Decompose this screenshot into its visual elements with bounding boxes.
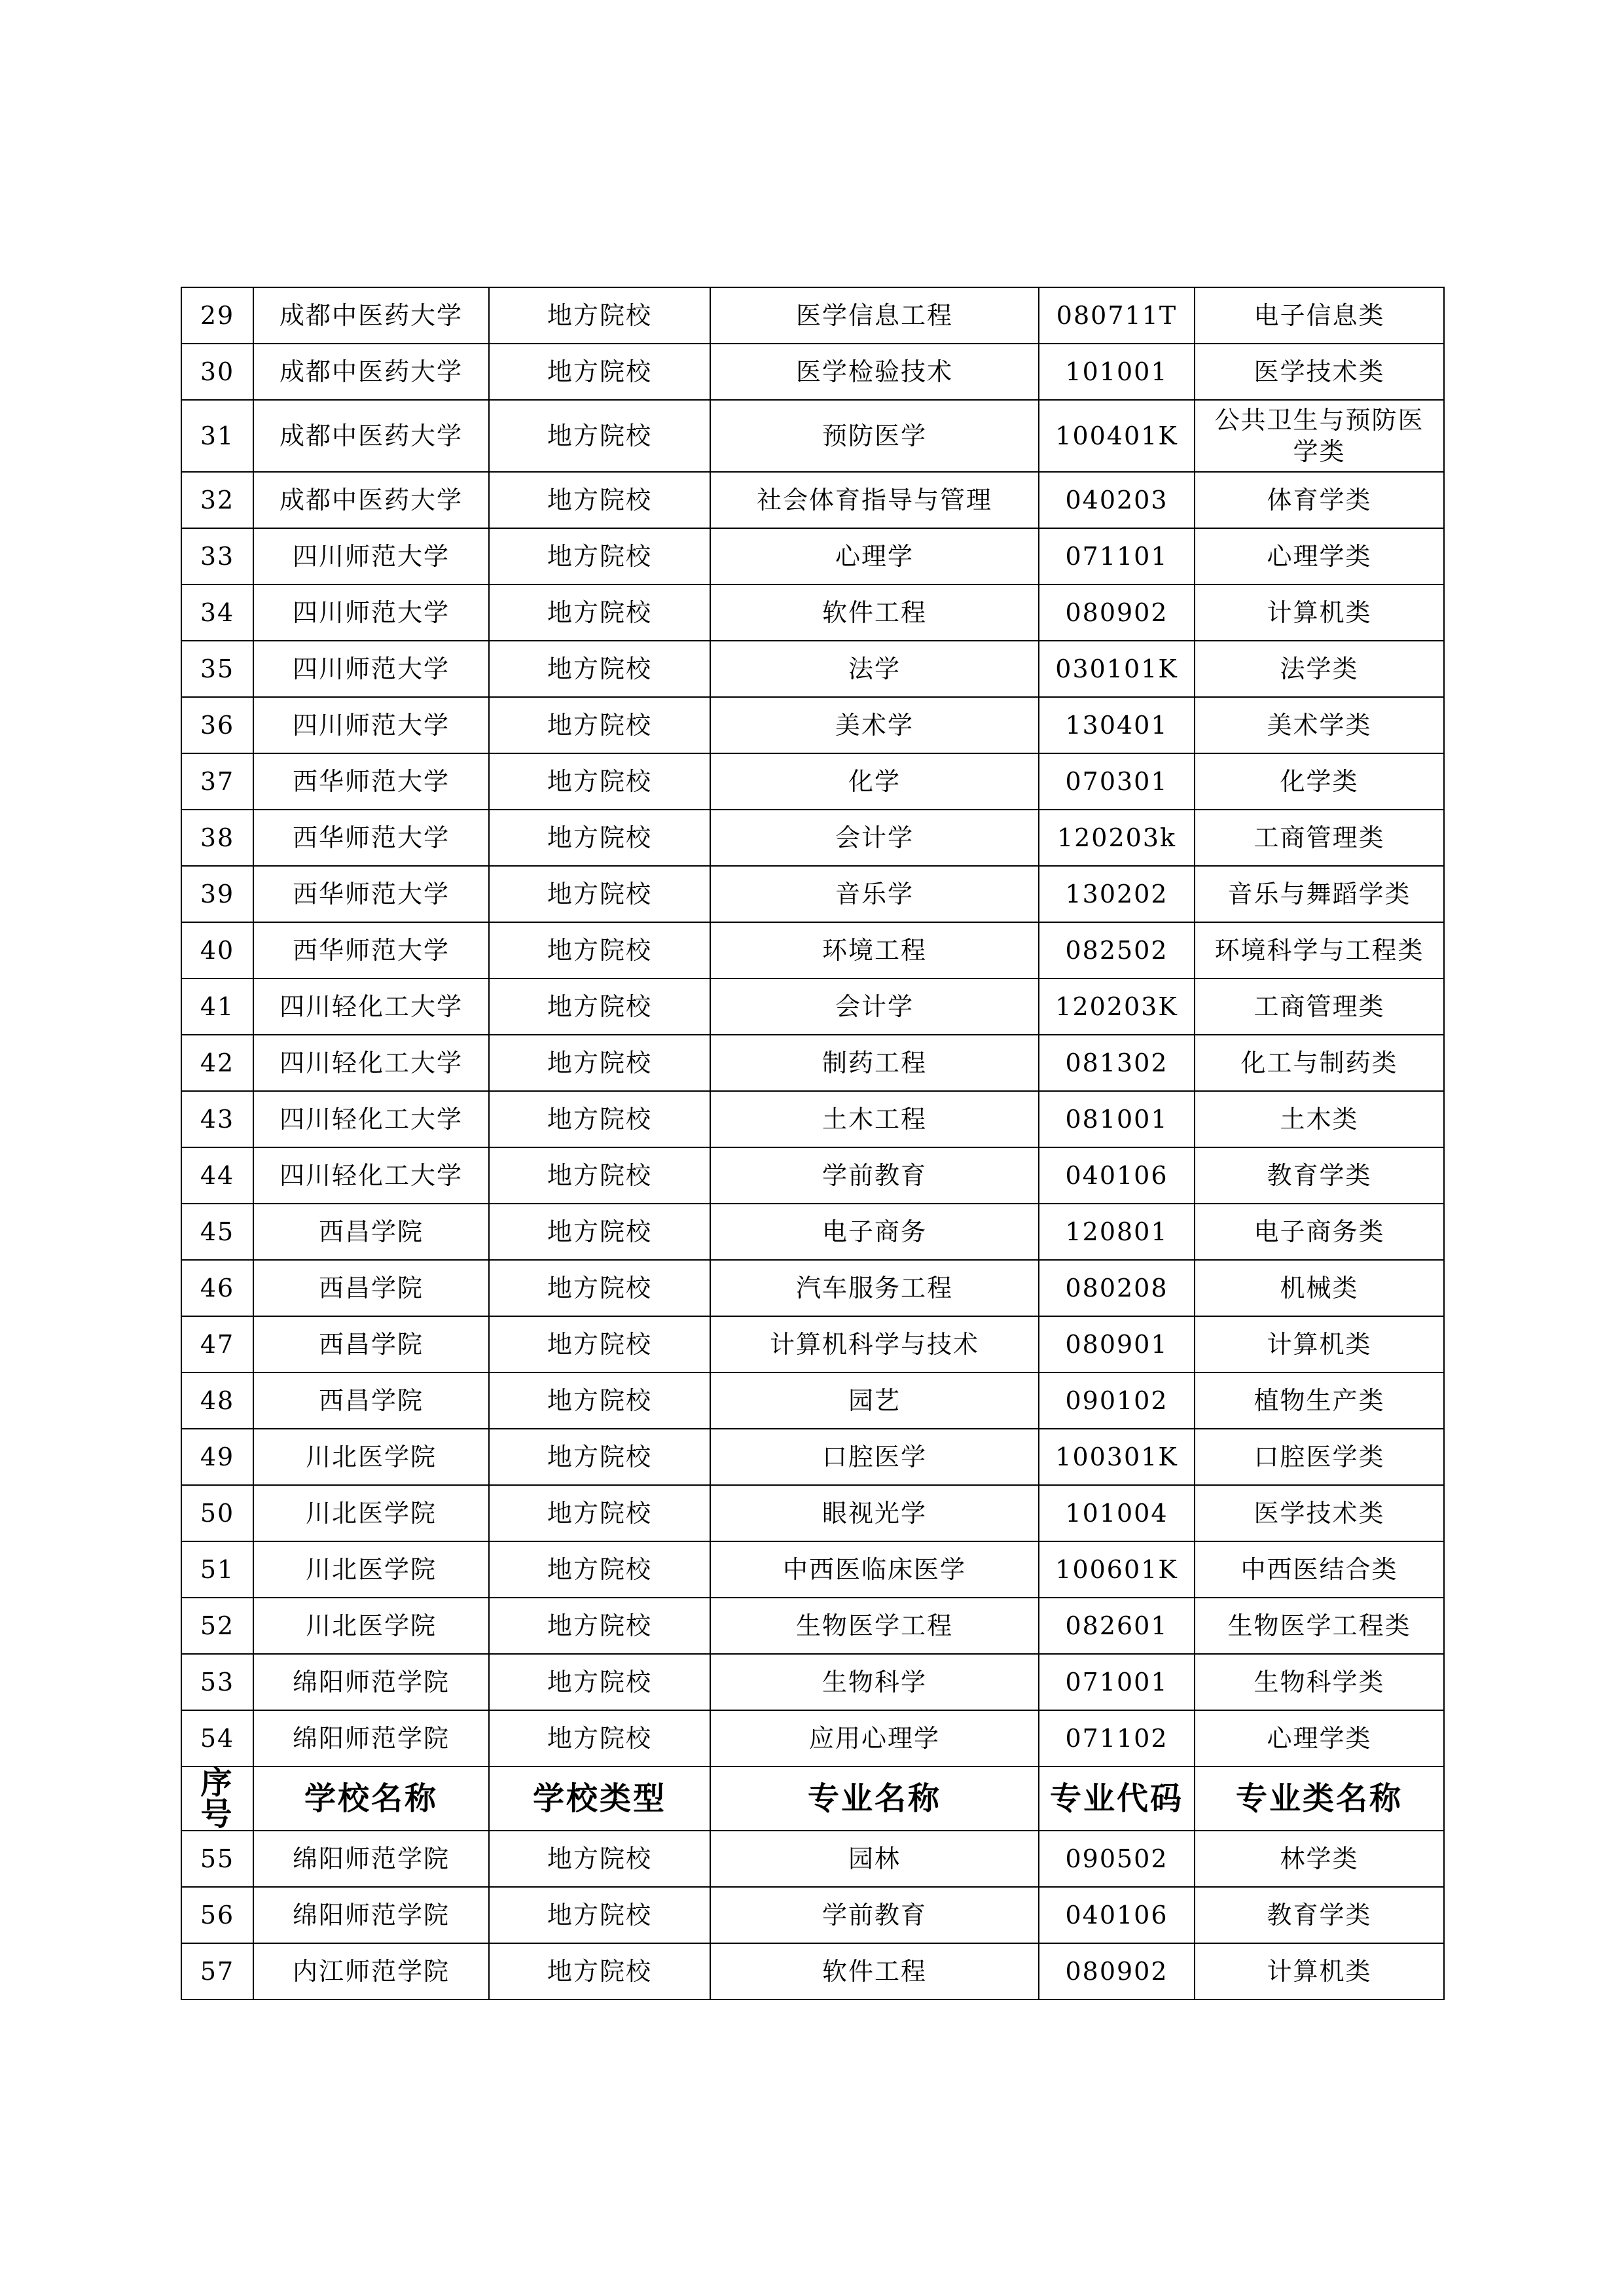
cell-category-name: 化学类: [1195, 753, 1444, 810]
cell-index: 34: [181, 584, 253, 641]
cell-major-name: 中西医临床医学: [710, 1541, 1039, 1598]
cell-school-name: 川北医学院: [253, 1541, 489, 1598]
cell-index: 56: [181, 1887, 253, 1943]
cell-school-name: 四川轻化工大学: [253, 1147, 489, 1204]
cell-school-type: 地方院校: [489, 400, 710, 472]
cell-school-type: 地方院校: [489, 1887, 710, 1943]
cell-school-name: 成都中医药大学: [253, 400, 489, 472]
cell-school-name: 四川师范大学: [253, 584, 489, 641]
cell-major-name: 预防医学: [710, 400, 1039, 472]
table-row: [181, 1943, 1444, 2000]
header-category-name: 专业类名称: [1195, 1767, 1444, 1831]
table-row: [181, 1541, 1444, 1598]
cell-major-name: 医学信息工程: [710, 287, 1039, 344]
cell-category-name: 医学技术类: [1195, 1485, 1444, 1541]
table-row: [181, 810, 1444, 866]
table-body-before-header: [181, 287, 1444, 1767]
table-row: [181, 1485, 1444, 1541]
cell-major-code: 090502: [1039, 1831, 1195, 1887]
cell-major-name: 医学检验技术: [710, 344, 1039, 400]
cell-school-type: 地方院校: [489, 287, 710, 344]
cell-category-name: 电子商务类: [1195, 1204, 1444, 1260]
header-major-name: 专业名称: [710, 1767, 1039, 1831]
header-school-type: 学校类型: [489, 1767, 710, 1831]
cell-index: 31: [181, 400, 253, 472]
table-row: [181, 922, 1444, 978]
cell-major-name: 电子商务: [710, 1204, 1039, 1260]
cell-index: 39: [181, 866, 253, 922]
table-row: [181, 1429, 1444, 1485]
cell-index: 30: [181, 344, 253, 400]
cell-school-type: 地方院校: [489, 1147, 710, 1204]
table-row: [181, 1204, 1444, 1260]
cell-category-name: 计算机类: [1195, 1943, 1444, 2000]
cell-major-name: 音乐学: [710, 866, 1039, 922]
cell-category-name: 工商管理类: [1195, 978, 1444, 1035]
table-row: [181, 1598, 1444, 1654]
cell-major-code: 090102: [1039, 1372, 1195, 1429]
cell-index: 57: [181, 1943, 253, 2000]
cell-index: 54: [181, 1710, 253, 1767]
cell-school-type: 地方院校: [489, 1710, 710, 1767]
cell-school-name: 川北医学院: [253, 1598, 489, 1654]
cell-school-name: 川北医学院: [253, 1485, 489, 1541]
cell-category-name: 化工与制药类: [1195, 1035, 1444, 1091]
cell-school-type: 地方院校: [489, 1091, 710, 1147]
cell-category-name: 电子信息类: [1195, 287, 1444, 344]
cell-index: 40: [181, 922, 253, 978]
cell-major-code: 030101K: [1039, 641, 1195, 697]
cell-school-type: 地方院校: [489, 584, 710, 641]
cell-category-name: 生物科学类: [1195, 1654, 1444, 1710]
cell-index: 42: [181, 1035, 253, 1091]
cell-school-type: 地方院校: [489, 344, 710, 400]
cell-school-type: 地方院校: [489, 697, 710, 753]
cell-index: 35: [181, 641, 253, 697]
cell-major-code: 130202: [1039, 866, 1195, 922]
cell-school-name: 四川轻化工大学: [253, 1035, 489, 1091]
cell-major-name: 美术学: [710, 697, 1039, 753]
cell-major-code: 040106: [1039, 1147, 1195, 1204]
cell-major-code: 080902: [1039, 1943, 1195, 2000]
cell-major-code: 101004: [1039, 1485, 1195, 1541]
table-row: [181, 1372, 1444, 1429]
cell-major-name: 化学: [710, 753, 1039, 810]
cell-school-name: 四川轻化工大学: [253, 1091, 489, 1147]
table-body-after-header: [181, 1831, 1444, 2000]
cell-category-name: 计算机类: [1195, 584, 1444, 641]
header-index: 序号: [181, 1767, 253, 1831]
cell-major-name: 土木工程: [710, 1091, 1039, 1147]
table-row: [181, 528, 1444, 584]
cell-school-type: 地方院校: [489, 1372, 710, 1429]
cell-category-name: 医学技术类: [1195, 344, 1444, 400]
cell-major-code: 130401: [1039, 697, 1195, 753]
cell-major-code: 120203K: [1039, 978, 1195, 1035]
cell-major-name: 园林: [710, 1831, 1039, 1887]
cell-school-type: 地方院校: [489, 641, 710, 697]
cell-index: 37: [181, 753, 253, 810]
cell-school-type: 地方院校: [489, 1485, 710, 1541]
cell-index: 55: [181, 1831, 253, 1887]
cell-index: 46: [181, 1260, 253, 1316]
cell-school-name: 四川师范大学: [253, 641, 489, 697]
cell-major-name: 生物医学工程: [710, 1598, 1039, 1654]
cell-major-code: 081001: [1039, 1091, 1195, 1147]
cell-category-name: 教育学类: [1195, 1147, 1444, 1204]
cell-major-name: 软件工程: [710, 1943, 1039, 2000]
cell-category-name: 心理学类: [1195, 528, 1444, 584]
table-row: [181, 472, 1444, 528]
cell-index: 36: [181, 697, 253, 753]
cell-major-name: 学前教育: [710, 1147, 1039, 1204]
cell-school-name: 西昌学院: [253, 1204, 489, 1260]
cell-school-type: 地方院校: [489, 753, 710, 810]
cell-major-code: 040203: [1039, 472, 1195, 528]
cell-major-name: 学前教育: [710, 1887, 1039, 1943]
cell-school-type: 地方院校: [489, 978, 710, 1035]
cell-school-type: 地方院校: [489, 810, 710, 866]
cell-school-name: 绵阳师范学院: [253, 1831, 489, 1887]
cell-school-name: 西昌学院: [253, 1372, 489, 1429]
cell-category-name: 公共卫生与预防医学类: [1195, 400, 1444, 472]
cell-major-name: 社会体育指导与管理: [710, 472, 1039, 528]
table-row: [181, 1091, 1444, 1147]
cell-category-name: 法学类: [1195, 641, 1444, 697]
cell-school-name: 川北医学院: [253, 1429, 489, 1485]
cell-category-name: 工商管理类: [1195, 810, 1444, 866]
cell-major-code: 100301K: [1039, 1429, 1195, 1485]
cell-major-name: 会计学: [710, 978, 1039, 1035]
cell-major-name: 法学: [710, 641, 1039, 697]
cell-school-name: 西昌学院: [253, 1316, 489, 1372]
cell-school-name: 四川轻化工大学: [253, 978, 489, 1035]
cell-school-type: 地方院校: [489, 1831, 710, 1887]
cell-category-name: 心理学类: [1195, 1710, 1444, 1767]
cell-index: 45: [181, 1204, 253, 1260]
cell-major-name: 心理学: [710, 528, 1039, 584]
cell-school-type: 地方院校: [489, 1316, 710, 1372]
cell-school-name: 成都中医药大学: [253, 344, 489, 400]
table-row: [181, 287, 1444, 344]
table-row: [181, 1710, 1444, 1767]
cell-school-name: 成都中医药大学: [253, 472, 489, 528]
table-header-group: [181, 1767, 1444, 1831]
cell-index: 47: [181, 1316, 253, 1372]
cell-major-code: 070301: [1039, 753, 1195, 810]
table-row: [181, 978, 1444, 1035]
cell-school-type: 地方院校: [489, 528, 710, 584]
cell-school-type: 地方院校: [489, 866, 710, 922]
cell-school-type: 地方院校: [489, 472, 710, 528]
table-row: [181, 344, 1444, 400]
cell-index: 50: [181, 1485, 253, 1541]
table-row: [181, 1316, 1444, 1372]
table-row: [181, 584, 1444, 641]
cell-index: 52: [181, 1598, 253, 1654]
cell-category-name: 土木类: [1195, 1091, 1444, 1147]
cell-school-name: 四川师范大学: [253, 697, 489, 753]
cell-category-name: 林学类: [1195, 1831, 1444, 1887]
cell-major-code: 082502: [1039, 922, 1195, 978]
cell-major-code: 120801: [1039, 1204, 1195, 1260]
cell-school-name: 西昌学院: [253, 1260, 489, 1316]
cell-index: 33: [181, 528, 253, 584]
cell-school-name: 西华师范大学: [253, 922, 489, 978]
majors-table: [181, 287, 1445, 2000]
cell-category-name: 中西医结合类: [1195, 1541, 1444, 1598]
cell-major-code: 071001: [1039, 1654, 1195, 1710]
cell-school-type: 地方院校: [489, 1943, 710, 2000]
cell-school-name: 四川师范大学: [253, 528, 489, 584]
cell-index: 41: [181, 978, 253, 1035]
cell-school-name: 绵阳师范学院: [253, 1654, 489, 1710]
cell-school-type: 地方院校: [489, 1204, 710, 1260]
cell-index: 48: [181, 1372, 253, 1429]
cell-major-code: 100401K: [1039, 400, 1195, 472]
cell-index: 29: [181, 287, 253, 344]
table-row: [181, 1887, 1444, 1943]
table-row: [181, 697, 1444, 753]
table-header-row: [181, 1767, 1444, 1831]
cell-major-code: 071101: [1039, 528, 1195, 584]
cell-major-name: 生物科学: [710, 1654, 1039, 1710]
cell-major-code: 071102: [1039, 1710, 1195, 1767]
cell-school-type: 地方院校: [489, 1654, 710, 1710]
table-row: [181, 1260, 1444, 1316]
table-row: [181, 641, 1444, 697]
cell-category-name: 口腔医学类: [1195, 1429, 1444, 1485]
cell-index: 38: [181, 810, 253, 866]
cell-school-type: 地方院校: [489, 1541, 710, 1598]
cell-major-name: 环境工程: [710, 922, 1039, 978]
cell-school-type: 地方院校: [489, 922, 710, 978]
cell-major-code: 081302: [1039, 1035, 1195, 1091]
cell-school-type: 地方院校: [489, 1260, 710, 1316]
cell-major-code: 080208: [1039, 1260, 1195, 1316]
cell-category-name: 计算机类: [1195, 1316, 1444, 1372]
cell-category-name: 音乐与舞蹈学类: [1195, 866, 1444, 922]
cell-school-type: 地方院校: [489, 1035, 710, 1091]
cell-major-name: 应用心理学: [710, 1710, 1039, 1767]
cell-major-code: 080901: [1039, 1316, 1195, 1372]
cell-category-name: 美术学类: [1195, 697, 1444, 753]
cell-major-code: 100601K: [1039, 1541, 1195, 1598]
cell-major-name: 口腔医学: [710, 1429, 1039, 1485]
cell-major-code: 082601: [1039, 1598, 1195, 1654]
cell-category-name: 机械类: [1195, 1260, 1444, 1316]
table-row: [181, 400, 1444, 472]
table-row: [181, 753, 1444, 810]
cell-school-type: 地方院校: [489, 1429, 710, 1485]
cell-index: 44: [181, 1147, 253, 1204]
cell-major-name: 会计学: [710, 810, 1039, 866]
table-row: [181, 1831, 1444, 1887]
cell-school-name: 成都中医药大学: [253, 287, 489, 344]
cell-major-name: 汽车服务工程: [710, 1260, 1039, 1316]
table-row: [181, 866, 1444, 922]
cell-major-name: 制药工程: [710, 1035, 1039, 1091]
cell-school-name: 西华师范大学: [253, 866, 489, 922]
cell-category-name: 生物医学工程类: [1195, 1598, 1444, 1654]
cell-major-code: 080711T: [1039, 287, 1195, 344]
cell-category-name: 体育学类: [1195, 472, 1444, 528]
cell-category-name: 环境科学与工程类: [1195, 922, 1444, 978]
cell-school-name: 西华师范大学: [253, 810, 489, 866]
cell-school-type: 地方院校: [489, 1598, 710, 1654]
table-row: [181, 1035, 1444, 1091]
cell-major-code: 080902: [1039, 584, 1195, 641]
cell-school-name: 内江师范学院: [253, 1943, 489, 2000]
cell-school-name: 绵阳师范学院: [253, 1710, 489, 1767]
cell-major-name: 软件工程: [710, 584, 1039, 641]
header-major-code: 专业代码: [1039, 1767, 1195, 1831]
cell-school-name: 西华师范大学: [253, 753, 489, 810]
cell-category-name: 教育学类: [1195, 1887, 1444, 1943]
cell-major-code: 040106: [1039, 1887, 1195, 1943]
table-row: [181, 1147, 1444, 1204]
cell-major-code: 120203k: [1039, 810, 1195, 866]
cell-index: 43: [181, 1091, 253, 1147]
header-school-name: 学校名称: [253, 1767, 489, 1831]
table-row: [181, 1654, 1444, 1710]
cell-major-code: 101001: [1039, 344, 1195, 400]
cell-major-name: 园艺: [710, 1372, 1039, 1429]
cell-index: 32: [181, 472, 253, 528]
cell-major-name: 眼视光学: [710, 1485, 1039, 1541]
cell-index: 53: [181, 1654, 253, 1710]
cell-index: 51: [181, 1541, 253, 1598]
cell-school-name: 绵阳师范学院: [253, 1887, 489, 1943]
cell-category-name: 植物生产类: [1195, 1372, 1444, 1429]
cell-index: 49: [181, 1429, 253, 1485]
cell-major-name: 计算机科学与技术: [710, 1316, 1039, 1372]
